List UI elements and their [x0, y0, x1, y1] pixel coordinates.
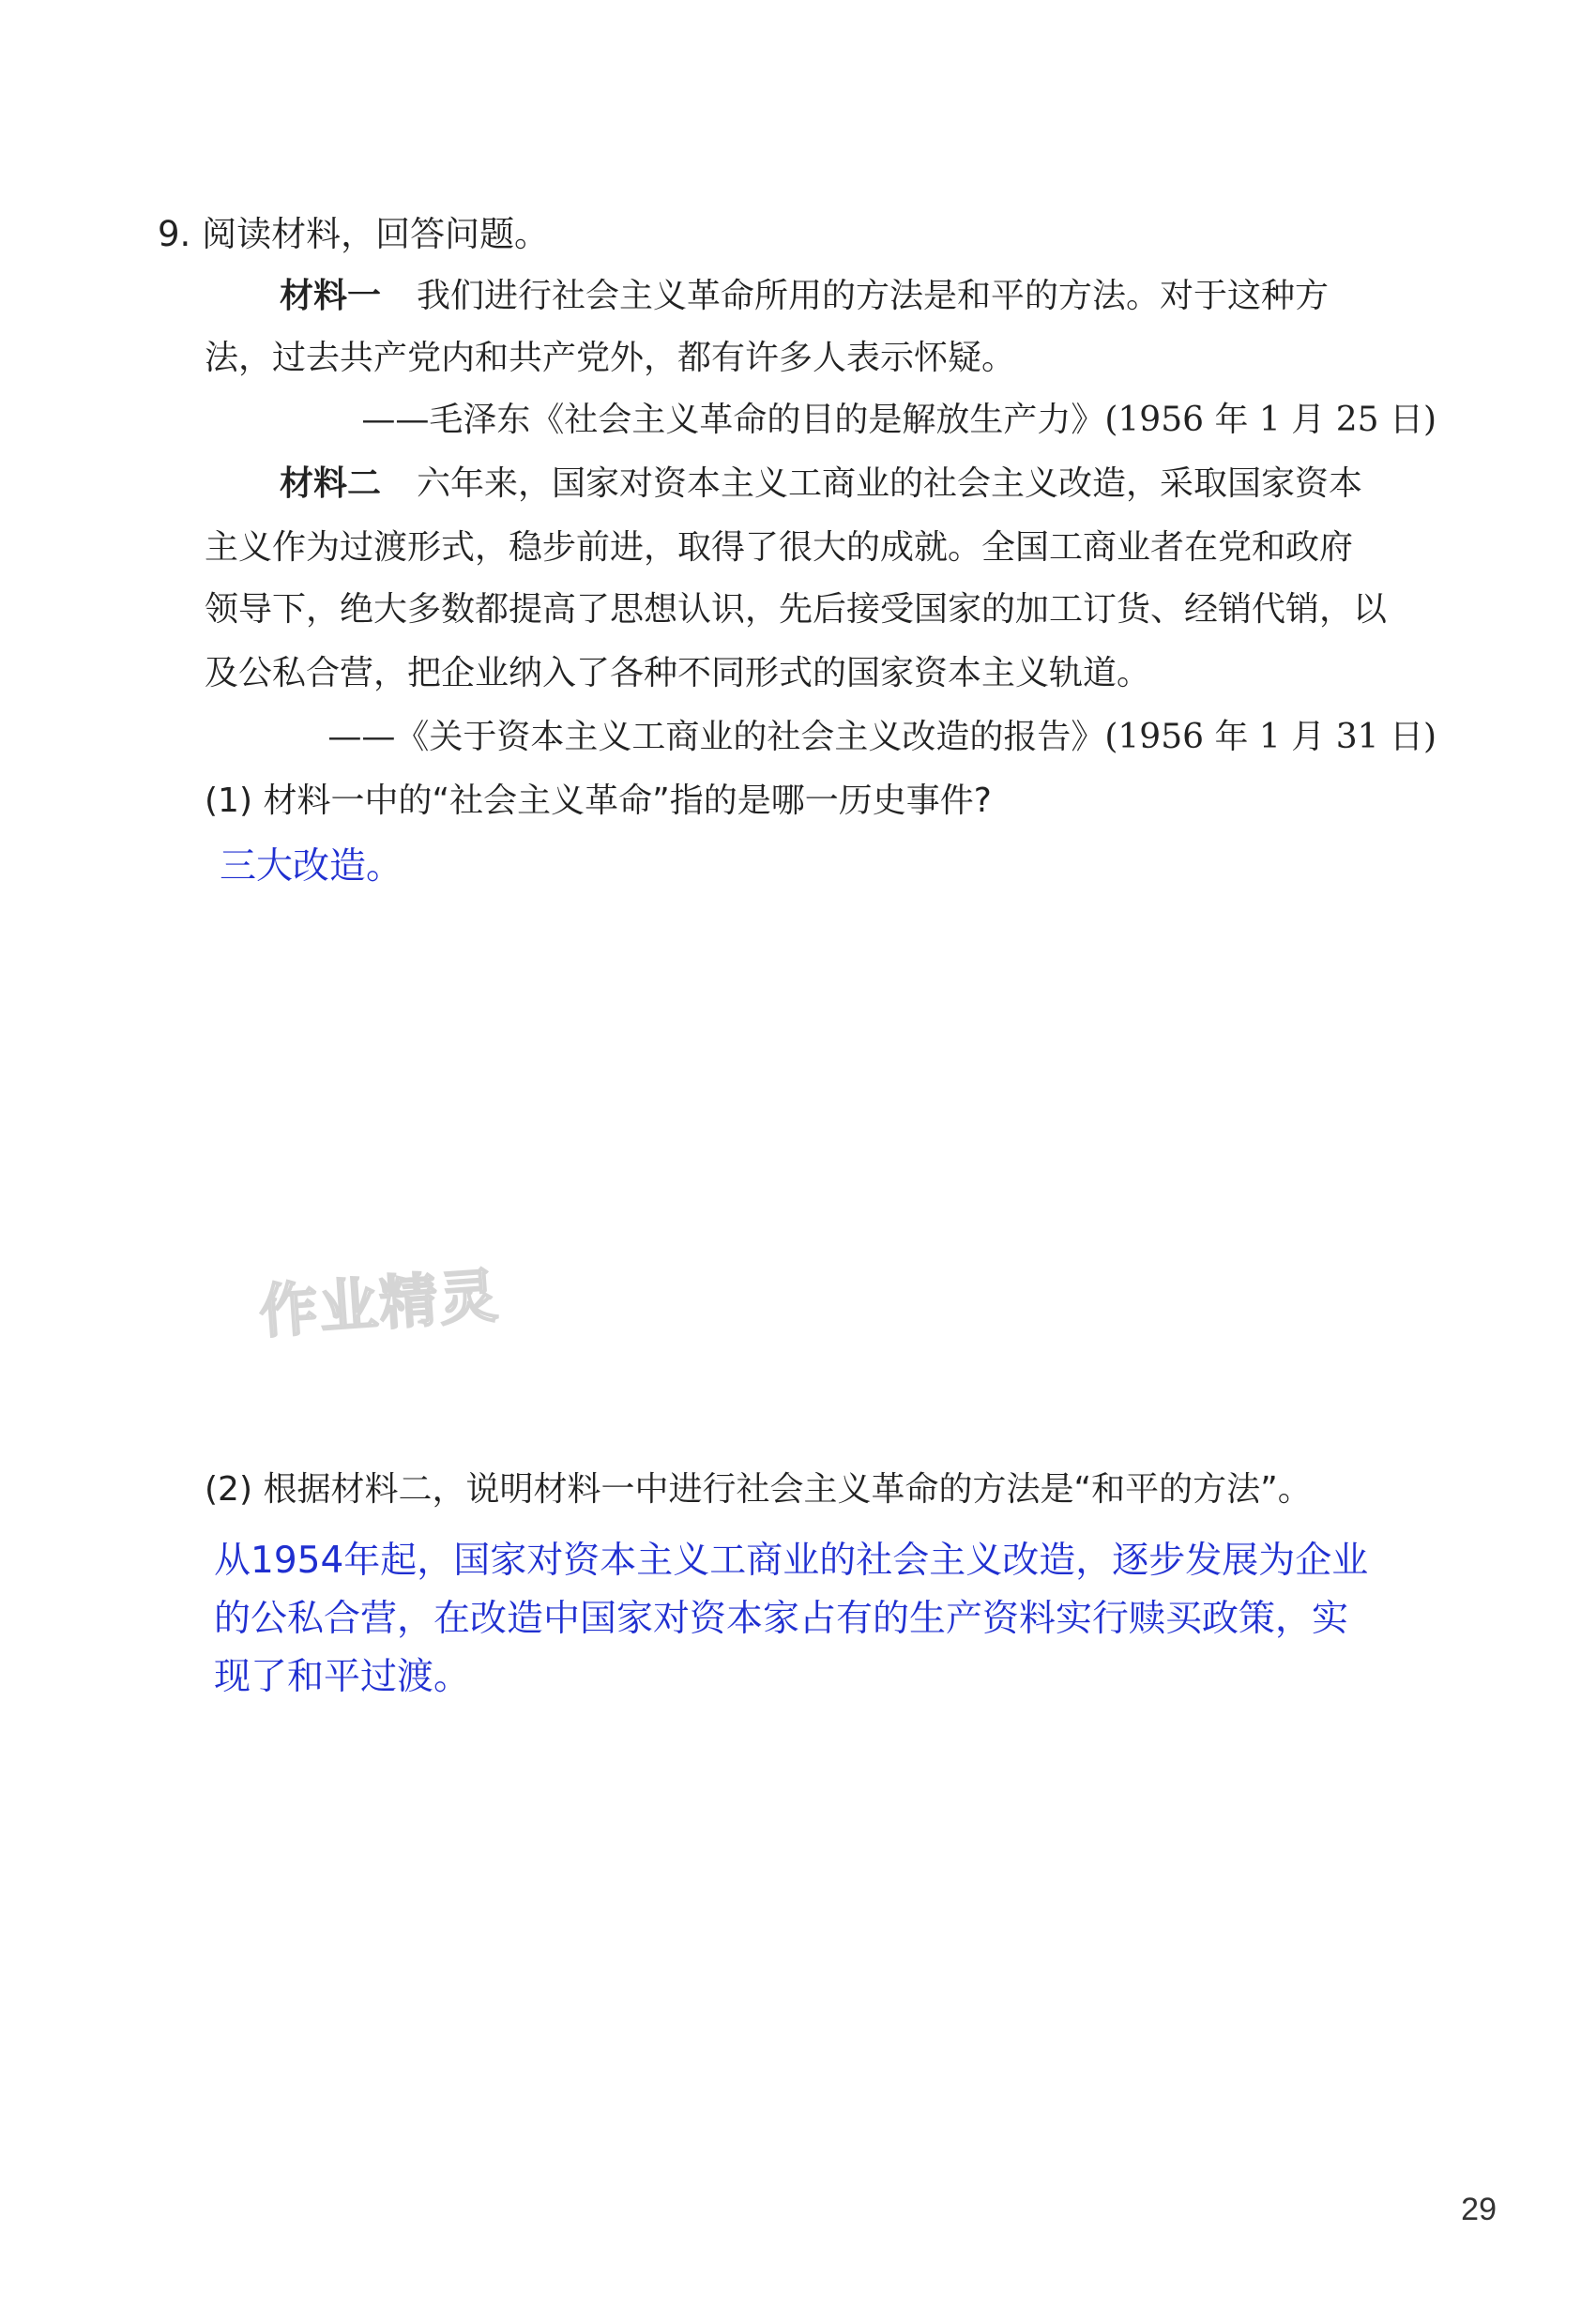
- material-1-line-2: 法，过去共产党内和共产党外，都有许多人表示怀疑。: [205, 339, 1016, 377]
- page-number: 29: [1461, 2192, 1497, 2227]
- answer-2-line-2: 的公私合营，在改造中国家对资本家占有的生产资料实行赎买政策，实: [214, 1598, 1349, 1640]
- material-1-source: ——毛泽东《社会主义革命的目的是解放生产力》(1956 年 1 月 25 日): [361, 401, 1436, 439]
- material-2-label: 材料二: [280, 464, 382, 503]
- material-2-line-4: 及公私合营，把企业纳入了各种不同形式的国家资本主义轨道。: [205, 654, 1151, 692]
- material-2-source: ——《关于资本主义工商业的社会主义改造的报告》(1956 年 1 月 31 日): [327, 718, 1436, 756]
- material-1-label: 材料一: [280, 277, 382, 315]
- answer-1: 三大改造。: [220, 845, 403, 888]
- material-1-line-1: [280, 276, 1329, 317]
- material-2-line-1: [280, 463, 1362, 505]
- material-2-line-3: 领导下，绝大多数都提高了思想认识，先后接受国家的加工订货、经销代销，以: [205, 590, 1388, 629]
- sub-question-1: (1) 材料一中的“社会主义革命”指的是哪一历史事件?: [205, 782, 992, 820]
- material-2-line-2: 主义作为过渡形式，稳步前进，取得了很大的成就。全国工商业者在党和政府: [205, 528, 1354, 567]
- watermark-logo: 作业精灵: [257, 1261, 502, 1346]
- answer-2-line-1: 从1954年起，国家对资本主义工商业的社会主义改造，逐步发展为企业: [214, 1540, 1369, 1582]
- answer-2-line-3: 现了和平过渡。: [214, 1656, 471, 1698]
- material-2-text-1: 六年来，国家对资本主义工商业的社会主义改造，采取国家资本: [417, 464, 1363, 503]
- material-1-text-1: 我们进行社会主义革命所用的方法是和平的方法。对于这种方: [417, 277, 1330, 315]
- question-title: 9. 阅读材料，回答问题。: [158, 214, 550, 254]
- sub-question-2: (2) 根据材料二，说明材料一中进行社会主义革命的方法是“和平的方法”。: [205, 1470, 1312, 1509]
